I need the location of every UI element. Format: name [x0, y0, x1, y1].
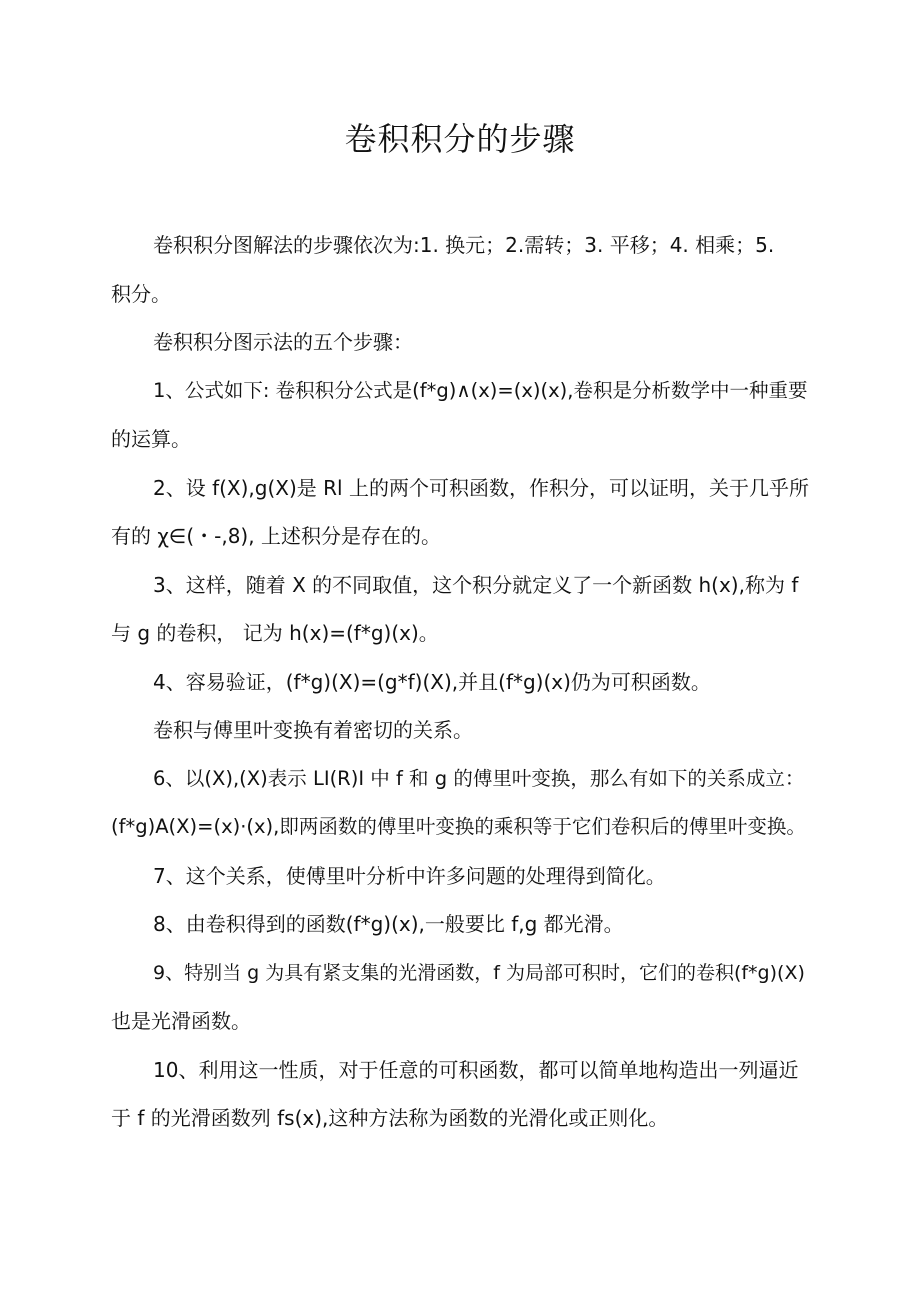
paragraph-line: 的运算。	[111, 427, 191, 451]
paragraph-line: 10、利用这一性质，对于任意的可积函数，都可以简单地构造出一列逼近	[153, 1058, 799, 1082]
paragraph-line: 3、这样，随着 X 的不同取值，这个积分就定义了一个新函数 h(x),称为 f	[153, 573, 799, 597]
paragraph-line: (f*g)A(X)=(x)·(x),即两函数的傅里叶变换的乘积等于它们卷积后的傅里叶变换。	[111, 815, 806, 838]
paragraph-line: 8、由卷积得到的函数(f*g)(x),一般要比 f,g 都光滑。	[153, 912, 624, 936]
paragraph-line: 卷积积分图解法的步骤依次为:1. 换元；2.需转；3. 平移；4. 相乘；5.	[153, 233, 775, 257]
paragraph-line: 7、这个关系，使傅里叶分析中许多问题的处理得到简化。	[153, 864, 666, 888]
paragraph-line: 1、公式如下: 卷积积分公式是(f*g)∧(x)=(x)(x),卷积是分析数学中一种重要	[153, 379, 808, 402]
paragraph-line: 卷积与傅里叶变换有着密切的关系。	[153, 718, 473, 742]
paragraph-line: 卷积积分图示法的五个步骤：	[153, 330, 413, 354]
paragraph-line: 有的 χ∈(・-,8), 上述积分是存在的。	[111, 524, 441, 548]
paragraph-line: 与 g 的卷积， 记为 h(x)=(f*g)(x)。	[111, 621, 439, 645]
paragraph-line: 于 f 的光滑函数列 fs(x),这种方法称为函数的光滑化或正则化。	[111, 1106, 669, 1130]
paragraph-line: 9、特别当 g 为具有紧支集的光滑函数，f 为局部可积时，它们的卷积(f*g)(X)	[153, 962, 805, 984]
page-title: 卷积积分的步骤	[344, 120, 576, 158]
paragraph-line: 也是光滑函数。	[111, 1009, 251, 1033]
paragraph-line: 4、容易验证，(f*g)(X)=(g*f)(X),并且(f*g)(x)仍为可积函数。	[153, 670, 711, 694]
paragraph-line: 积分。	[111, 282, 171, 306]
paragraph-line: 2、设 f(X),g(X)是 Rl 上的两个可积函数，作积分，可以证明，关于几乎所	[153, 476, 809, 500]
paragraph-line: 6、以(X),(X)表示 LI(R)I 中 f 和 g 的傅里叶变换，那么有如下的关系成立：	[153, 767, 805, 790]
